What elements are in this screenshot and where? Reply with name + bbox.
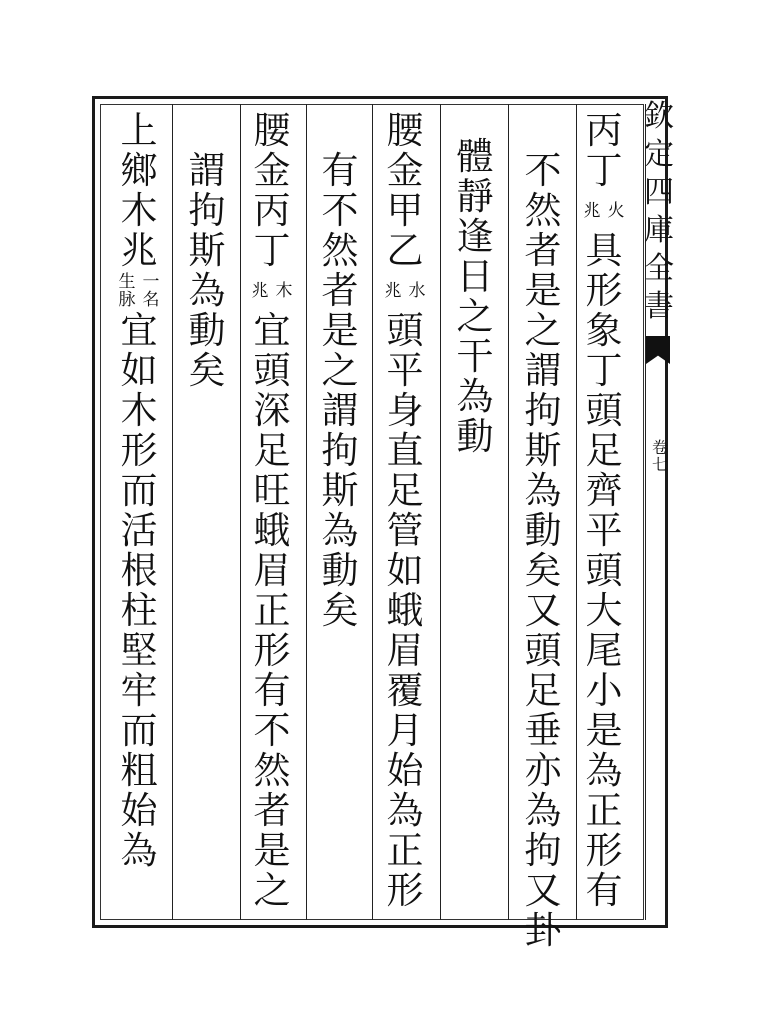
- character: 之: [456, 295, 494, 338]
- note-character: 脉: [118, 290, 136, 310]
- character: 蛾: [386, 589, 424, 632]
- text-column: [384, 109, 426, 912]
- character: 垂: [524, 709, 562, 752]
- character: 直: [386, 429, 424, 472]
- character: 如: [386, 549, 424, 592]
- character: 甲: [386, 189, 424, 232]
- character: 矣: [321, 589, 359, 632]
- character: 靜: [456, 175, 494, 218]
- character: 平: [386, 349, 424, 392]
- character: 尾: [585, 629, 623, 672]
- column-rule: [172, 104, 173, 920]
- character: 有: [585, 869, 623, 912]
- character: 宜: [120, 309, 158, 352]
- column-rule: [306, 104, 307, 920]
- character: 是: [585, 709, 623, 752]
- character: 逢: [456, 215, 494, 258]
- interlinear-note: [384, 272, 426, 312]
- interlinear-note: [251, 272, 293, 312]
- note-subcolumn: [142, 274, 160, 310]
- character: 有: [253, 669, 291, 712]
- volume-number: [652, 440, 668, 474]
- character: 頭: [585, 549, 623, 592]
- character: 然: [524, 189, 562, 232]
- character: 腰: [253, 109, 291, 152]
- character: 乙: [386, 229, 424, 272]
- character: 是: [524, 269, 562, 312]
- character: 拘: [188, 189, 226, 232]
- character: 旺: [253, 469, 291, 512]
- character: 矣: [524, 549, 562, 592]
- character: 動: [188, 309, 226, 352]
- text-column: [522, 149, 564, 952]
- character: 腰: [386, 109, 424, 152]
- character: 頭: [253, 349, 291, 392]
- character: 正: [253, 589, 291, 632]
- character: 干: [456, 335, 494, 378]
- interlinear-note: [118, 272, 160, 312]
- character: 眉: [253, 549, 291, 592]
- note-subcolumn: [118, 274, 136, 310]
- character: 為: [188, 269, 226, 312]
- character: 者: [321, 269, 359, 312]
- character: 動: [524, 509, 562, 552]
- character: 之: [524, 309, 562, 352]
- character: 丙: [253, 189, 291, 232]
- character: 根: [120, 549, 158, 592]
- character: 齊: [585, 469, 623, 512]
- character: 月: [386, 709, 424, 752]
- character: 足: [524, 669, 562, 712]
- note-character: 水: [408, 281, 426, 302]
- character: 形: [120, 429, 158, 472]
- character: 形: [386, 869, 424, 912]
- character: 又: [524, 589, 562, 632]
- character: 是: [321, 309, 359, 352]
- character: 又: [524, 869, 562, 912]
- character: 然: [253, 749, 291, 792]
- character: 為: [524, 469, 562, 512]
- character: 形: [585, 269, 623, 312]
- note-character: 火: [607, 201, 625, 222]
- volume-char: 卷: [652, 438, 669, 457]
- character: 拘: [524, 829, 562, 872]
- character: 頭: [386, 309, 424, 352]
- character: 拘: [524, 389, 562, 432]
- text-column: [454, 135, 496, 458]
- character: 之: [321, 349, 359, 392]
- note-character: 木: [275, 281, 293, 302]
- character: 為: [585, 749, 623, 792]
- character: 斯: [321, 469, 359, 512]
- character: 金: [386, 149, 424, 192]
- character: 丁: [585, 149, 623, 192]
- column-rule: [576, 104, 577, 920]
- character: 亦: [524, 749, 562, 792]
- character: 形: [585, 829, 623, 872]
- character: 不: [253, 709, 291, 752]
- note-subcolumn: [384, 283, 402, 301]
- character: 有: [321, 149, 359, 192]
- character: 是: [253, 829, 291, 872]
- text-column: [319, 149, 361, 632]
- character: 為: [120, 829, 158, 872]
- note-subcolumn: [275, 283, 293, 301]
- text-column: [118, 109, 160, 872]
- character: 宜: [253, 309, 291, 352]
- character: 為: [456, 375, 494, 418]
- character: 木: [120, 189, 158, 232]
- note-character: 兆: [384, 281, 402, 302]
- character: 如: [120, 349, 158, 392]
- note-subcolumn: [408, 283, 426, 301]
- character: 者: [524, 229, 562, 272]
- interlinear-note: [583, 192, 625, 232]
- character: 平: [585, 509, 623, 552]
- character: 金: [253, 149, 291, 192]
- character: 足: [253, 429, 291, 472]
- column-rule: [508, 104, 509, 920]
- note-subcolumn: [251, 283, 269, 301]
- character: 粗: [120, 749, 158, 792]
- character: 之: [253, 869, 291, 912]
- character: 矣: [188, 349, 226, 392]
- note-subcolumn: [607, 203, 625, 221]
- character: 丁: [585, 349, 623, 392]
- character: 體: [456, 135, 494, 178]
- title-char: 四: [644, 175, 674, 210]
- character: 而: [120, 469, 158, 512]
- character: 形: [253, 629, 291, 672]
- volume-char: 七: [652, 454, 669, 474]
- character: 動: [456, 415, 494, 458]
- character: 足: [386, 469, 424, 512]
- character: 管: [386, 509, 424, 552]
- column-rule: [372, 104, 373, 920]
- character: 不: [321, 189, 359, 232]
- title-char: 定: [644, 137, 674, 172]
- character: 大: [585, 589, 623, 632]
- title-char: 庫: [644, 213, 674, 248]
- note-character: 兆: [251, 281, 269, 302]
- character: 具: [585, 229, 623, 272]
- character: 足: [585, 429, 623, 472]
- title-char: 全: [644, 251, 674, 286]
- character: 為: [321, 509, 359, 552]
- column-rule: [440, 104, 441, 920]
- character: 為: [386, 789, 424, 832]
- character: 謂: [188, 149, 226, 192]
- character: 丙: [585, 109, 623, 152]
- note-character: 生: [118, 272, 136, 293]
- character: 者: [253, 789, 291, 832]
- character: 始: [120, 789, 158, 832]
- character: 身: [386, 389, 424, 432]
- title-char: 書: [644, 289, 674, 324]
- text-column: [251, 109, 293, 912]
- character: 不: [524, 149, 562, 192]
- character: 活: [120, 509, 158, 552]
- character: 斯: [188, 229, 226, 272]
- character: 卦: [524, 909, 562, 952]
- character: 頭: [524, 629, 562, 672]
- text-column: [583, 109, 625, 912]
- note-character: 一: [142, 272, 160, 293]
- character: 丁: [253, 229, 291, 272]
- character: 拘: [321, 429, 359, 472]
- character: 柱: [120, 589, 158, 632]
- character: 兆: [120, 229, 158, 272]
- character: 始: [386, 749, 424, 792]
- character: 謂: [524, 349, 562, 392]
- character: 上: [120, 109, 158, 152]
- character: 正: [386, 829, 424, 872]
- character: 堅: [120, 629, 158, 672]
- character: 為: [524, 789, 562, 832]
- character: 而: [120, 709, 158, 752]
- character: 頭: [585, 389, 623, 432]
- character: 謂: [321, 389, 359, 432]
- character: 蛾: [253, 509, 291, 552]
- character: 鄉: [120, 149, 158, 192]
- book-title-vertical: [644, 99, 674, 328]
- character: 深: [253, 389, 291, 432]
- note-character: 名: [142, 290, 160, 310]
- column-rule: [240, 104, 241, 920]
- character: 日: [456, 255, 494, 298]
- character: 正: [585, 789, 623, 832]
- character: 動: [321, 549, 359, 592]
- character: 覆: [386, 669, 424, 712]
- character: 然: [321, 229, 359, 272]
- character: 象: [585, 309, 623, 352]
- title-char: 欽: [644, 99, 674, 134]
- character: 木: [120, 389, 158, 432]
- note-character: 兆: [583, 201, 601, 222]
- character: 小: [585, 669, 623, 712]
- text-column: [186, 149, 228, 392]
- character: 牢: [120, 669, 158, 712]
- character: 眉: [386, 629, 424, 672]
- character: 斯: [524, 429, 562, 472]
- note-subcolumn: [583, 203, 601, 221]
